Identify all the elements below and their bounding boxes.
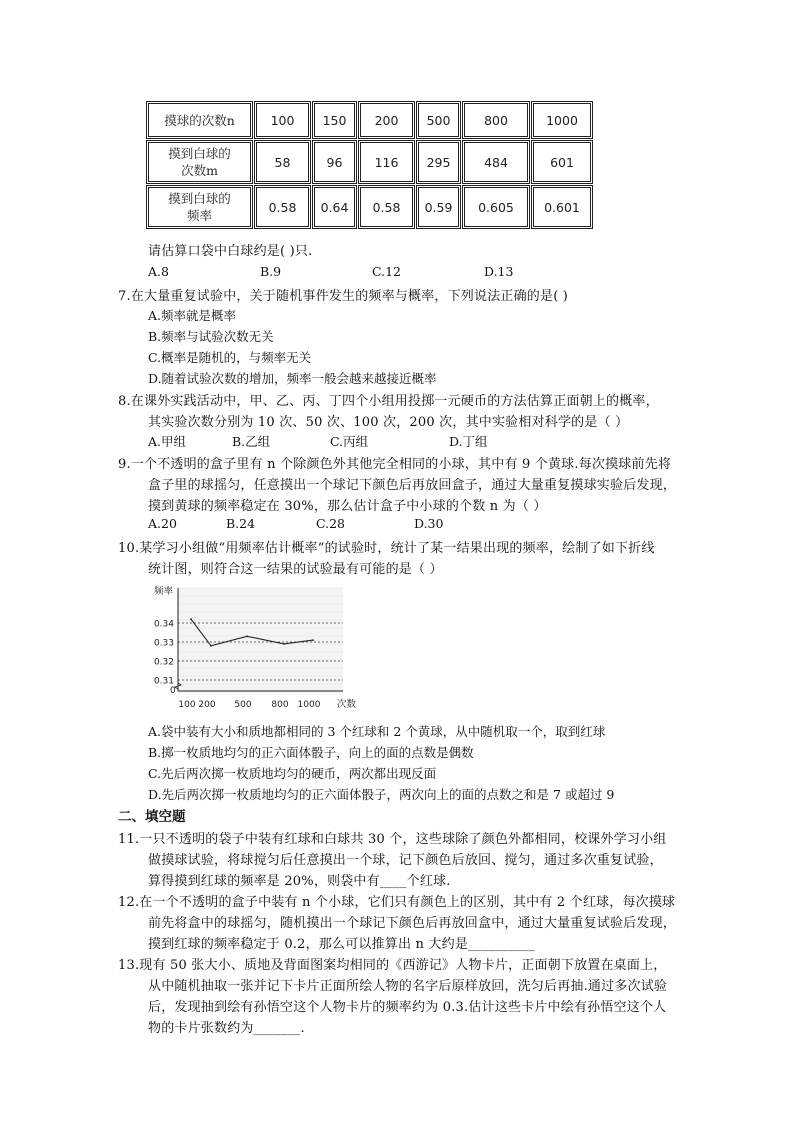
table-cell: 150 bbox=[314, 103, 355, 137]
table-cell: 500 bbox=[418, 103, 459, 137]
question-6-text: 请估算口袋中白球约是( )只. bbox=[148, 244, 313, 259]
table-row-header bbox=[148, 187, 251, 227]
section-title: 二、填空题 bbox=[118, 809, 186, 825]
question-12-line: 摸到红球的频率稳定于 0.2，那么可以推算出 n 大约是__________ bbox=[148, 937, 536, 952]
option-c: C.28 bbox=[316, 516, 345, 531]
option-b: B.24 bbox=[226, 516, 256, 531]
table-cell: 0.601 bbox=[533, 187, 591, 227]
table-cell: 0.605 bbox=[464, 187, 528, 227]
option-c: C.12 bbox=[372, 264, 401, 279]
question-8-stem-line: 8.在课外实践活动中，甲、乙、丙、丁四个小组用投掷一元硬币的方法估算正面朝上的概率， bbox=[118, 394, 659, 409]
table-cell: 1000 bbox=[533, 103, 591, 137]
table-row-header bbox=[148, 142, 251, 182]
data-point bbox=[190, 618, 192, 620]
x-tick-label: 1000 bbox=[297, 700, 321, 710]
table-cell: 295 bbox=[418, 142, 459, 182]
table-cell: 频率 bbox=[186, 208, 212, 223]
data-point bbox=[210, 645, 212, 647]
option-a: A.甲组 bbox=[148, 434, 187, 449]
option-b: B.频率与试验次数无关 bbox=[148, 329, 274, 344]
x-tick-label: 800 bbox=[271, 700, 289, 710]
table-cell: 0.58 bbox=[360, 187, 413, 227]
origin-label: 0 bbox=[170, 686, 176, 696]
option-c: C.丙组 bbox=[330, 434, 369, 449]
question-10-stem-line: 统计图，则符合这一结果的试验最有可能的是（ ） bbox=[148, 562, 443, 577]
option-b: B.掷一枚质地均匀的正六面体骰子，向上的面的点数是偶数 bbox=[148, 745, 474, 760]
question-9-stem-line: 9.一个不透明的盒子里有 n 个除颜色外其他完全相同的小球，其中有 9 个黄球.每次摸球前先将 bbox=[118, 457, 672, 472]
question-7-stem: 7.在大量重复试验中，关于随机事件发生的频率与概率，下列说法正确的是( ) bbox=[118, 289, 569, 304]
question-9-stem-line: 盒子里的球摇匀，任意摸出一个球记下颜色后再放回盒子，通过大量重复摸球实验后发现， bbox=[148, 478, 677, 493]
question-13-line: 后，发现抽到绘有孙悟空这个人物卡片的频率约为 0.3.估计这些卡片中绘有孙悟空这个人 bbox=[148, 1000, 667, 1015]
option-d: D.先后两次掷一枚质地均匀的正六面体骰子，两次向上的面的点数之和是 7 或超过 9 bbox=[148, 787, 615, 802]
table-cell: 0.58 bbox=[256, 187, 309, 227]
question-11-line: 做摸球试验，将球搅匀后任意摸出一个球，记下颜色后放回、搅匀，通过多次重复试验， bbox=[148, 853, 663, 868]
table-cell: 0.64 bbox=[314, 187, 355, 227]
option-c: C.概率是随机的，与频率无关 bbox=[148, 350, 312, 365]
y-tick-label: 0.34 bbox=[153, 619, 174, 630]
x-tick-label: 500 bbox=[234, 700, 252, 710]
question-12-line: 前先将盒中的球摇匀，随机摸出一个球记下颜色后再放回盒中，通过大量重复试验后发现， bbox=[148, 916, 677, 931]
option-b: B.乙组 bbox=[232, 434, 271, 449]
table-cell: 0.59 bbox=[418, 187, 459, 227]
option-a: A.20 bbox=[148, 516, 177, 531]
table-cell: 96 bbox=[314, 142, 355, 182]
table-cell: 484 bbox=[464, 142, 528, 182]
x-axis-label: 次数 bbox=[337, 699, 357, 710]
table-cell: 100 bbox=[256, 103, 309, 137]
y-tick-label: 0.32 bbox=[153, 657, 174, 668]
option-d: D.丁组 bbox=[449, 434, 488, 449]
x-tick-label: 100 bbox=[178, 700, 196, 710]
table-cell: 58 bbox=[256, 142, 309, 182]
question-9-stem-line: 摸到黄球的频率稳定在 30%，那么估计盒子中小球的个数 n 为（ ） bbox=[148, 499, 547, 514]
option-a: A.频率就是概率 bbox=[148, 308, 237, 323]
table-cell: 200 bbox=[360, 103, 413, 137]
question-13-line: 13.现有 50 张大小、质地及背面图案均相同的《西游记》人物卡片，正面朝下放置在桌面上， bbox=[118, 958, 667, 973]
table-cell: 601 bbox=[533, 142, 591, 182]
y-tick-label: 0.31 bbox=[153, 676, 174, 687]
option-d: D.30 bbox=[414, 516, 444, 531]
question-12-line: 12.在一个不透明的盒子中装有 n 个小球，它们只有颜色上的区别，其中有 2 个红球，每次摸球 bbox=[118, 895, 676, 910]
question-8-stem-line: 其实验次数分别为 10 次、50 次、100 次，200 次，其中实验相对科学的是（ ） bbox=[148, 415, 629, 430]
option-d: D.随着试验次数的增加，频率一般会越来越接近概率 bbox=[148, 371, 437, 386]
y-tick-label: 0.33 bbox=[153, 638, 174, 649]
frequency-line-chart bbox=[145, 580, 360, 712]
question-11-line: 11.一只不透明的袋子中装有红球和白球共 30 个，这些球除了颜色外都相同，校课外学习小组 bbox=[118, 832, 667, 847]
data-point bbox=[283, 643, 285, 645]
option-d: D.13 bbox=[484, 264, 514, 279]
table-cell: 800 bbox=[464, 103, 528, 137]
question-13-line: 物的卡片张数约为_______. bbox=[148, 1021, 305, 1036]
question-10-stem-line: 10.某学习小组做“用频率估计概率”的试验时，统计了某一结果出现的频率，绘制了如下折线 bbox=[118, 541, 655, 556]
data-point bbox=[312, 639, 314, 641]
option-a: A.袋中装有大小和质地都相同的 3 个红球和 2 个黄球，从中随机取一个，取到红球 bbox=[148, 724, 606, 739]
table-row-header bbox=[148, 103, 251, 137]
table-cell: 116 bbox=[360, 142, 413, 182]
table-cell: 摸到白球的 bbox=[168, 191, 231, 206]
x-tick-label: 200 bbox=[198, 700, 216, 710]
data-point bbox=[246, 635, 248, 637]
option-b: B.9 bbox=[260, 264, 282, 279]
table-cell: 摸到白球的 bbox=[168, 146, 231, 161]
option-a: A.8 bbox=[148, 264, 169, 279]
option-c: C.先后两次掷一枚质地均匀的硬币，两次都出现反面 bbox=[148, 766, 437, 781]
table-cell: 次数m bbox=[181, 163, 218, 178]
question-13-line: 从中随机抽取一张并记下卡片正面所绘人物的名字后原样放回，洗匀后再抽.通过多次试验 bbox=[148, 979, 668, 994]
table-cell: 摸球的次数n bbox=[164, 112, 235, 128]
y-axis-label: 频率 bbox=[154, 586, 174, 597]
question-11-line: 算得摸到红球的频率是 20%，则袋中有____个红球. bbox=[148, 874, 451, 889]
